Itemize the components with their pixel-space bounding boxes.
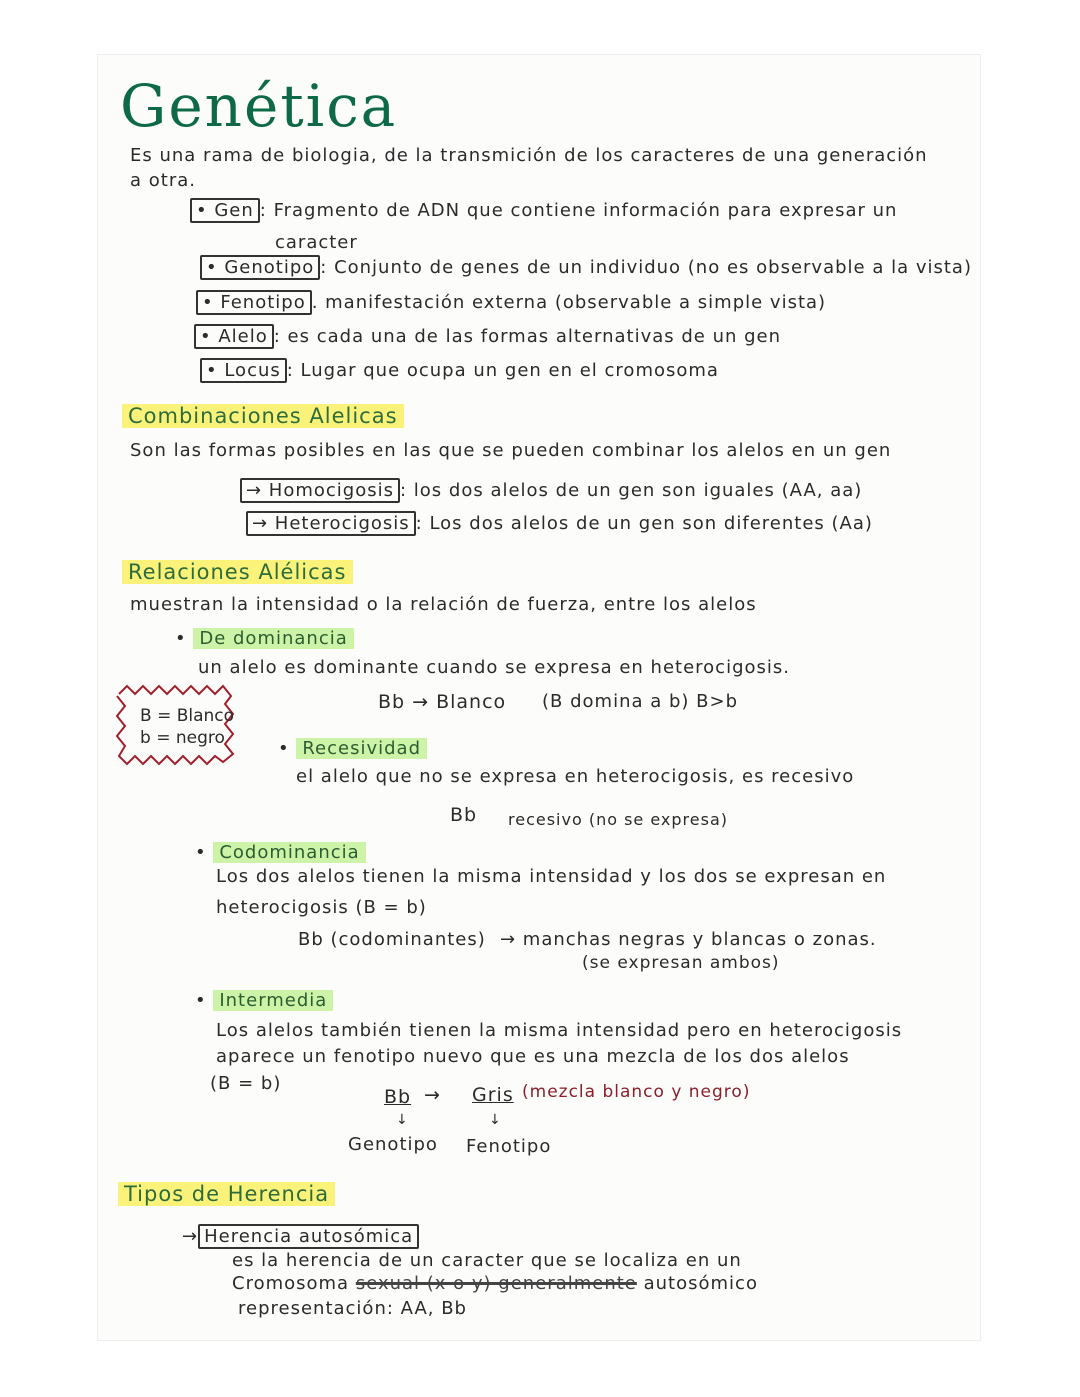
term-locus-label: • Locus — [200, 358, 287, 383]
intermedia-feno: Gris — [472, 1084, 514, 1106]
combinaciones-text: Son las formas posibles en las que se pueden combinar los alelos en un gen — [130, 440, 892, 461]
relaciones-text: muestran la intensidad o la relación de fuerza, entre los alelos — [130, 594, 757, 615]
recesividad-example-text: Bb — [450, 804, 478, 826]
term-alelo — [194, 326, 781, 347]
legend-negro: b = negro — [140, 728, 225, 748]
codominancia-text-1: Los dos alelos tienen la misma intensidad y los dos se expresan en — [216, 866, 887, 887]
term-alelo-def: : es cada una de las formas alternativas de un gen — [273, 326, 782, 347]
herencia-text-2-strike: sexual (x o y) generalmente — [355, 1273, 637, 1294]
term-genotipo-label: • Genotipo — [200, 255, 320, 280]
homocigosis — [240, 480, 862, 501]
intermedia-text-1: Los alelos también tienen la misma intensidad pero en heterocigosis — [216, 1020, 903, 1041]
intermedia-text-3: (B = b) — [210, 1073, 282, 1094]
down-arrow-icon: ↓ — [489, 1112, 502, 1128]
herencia-autosomica-label: Herencia autosómica — [198, 1224, 419, 1249]
codominancia-example: Bb (codominantes) — [298, 929, 486, 950]
heading-relaciones-text: Relaciones Alélicas — [122, 560, 353, 584]
codominancia-text-2: heterocigosis (B = b) — [216, 897, 427, 918]
herencia-autosomica — [182, 1226, 419, 1247]
down-arrow-icon: ↓ — [396, 1112, 409, 1128]
dominancia-example: Bb → Blanco — [378, 691, 507, 713]
herencia-text-3: representación: AA, Bb — [238, 1298, 467, 1319]
intermedia-label-text: Intermedia — [213, 990, 333, 1011]
term-alelo-label: • Alelo — [194, 324, 274, 349]
intermedia-text-2: aparece un fenotipo nuevo que es una mezcla de los dos alelos — [216, 1046, 850, 1067]
intermedia-feno-label: Fenotipo — [466, 1136, 552, 1157]
legend-blanco: B = Blanco — [140, 706, 235, 726]
term-locus — [200, 360, 719, 381]
recesividad-example — [450, 804, 477, 826]
intermedia-arrow-icon: → — [424, 1084, 441, 1106]
intermedia-geno: Bb — [384, 1086, 412, 1108]
homocigosis-def: : los dos alelos de un gen son iguales (AA, aa) — [400, 480, 863, 501]
recesividad-text: el alelo que no se expresa en heterocigosis, es recesivo — [296, 766, 855, 787]
heterocigosis-label: → Heterocigosis — [246, 511, 416, 536]
intro-line-1: Es una rama de biologia, de la transmición de los caracteres de una generación — [130, 145, 928, 166]
recesividad-label-text: Recesividad — [296, 738, 427, 759]
term-gen — [190, 200, 897, 221]
dominancia-label: • De dominancia — [175, 628, 354, 649]
term-fenotipo-label: • Fenotipo — [196, 290, 312, 315]
term-gen-def-cont: caracter — [275, 232, 358, 253]
intermedia-geno-label: Genotipo — [348, 1134, 438, 1155]
intermedia-feno-note: (mezcla blanco y negro) — [522, 1082, 751, 1102]
recesividad-label: • Recesividad — [278, 738, 427, 759]
codominancia-label-text: Codominancia — [213, 842, 365, 863]
herencia-text-1: es la herencia de un caracter que se localiza en un — [232, 1250, 742, 1271]
term-gen-label: • Gen — [190, 198, 260, 223]
heading-combinaciones-text: Combinaciones Alelicas — [122, 404, 404, 428]
intro-line-2: a otra. — [130, 170, 196, 191]
term-genotipo — [200, 257, 972, 278]
codominancia-label: • Codominancia — [195, 842, 366, 863]
herencia-text-2b: autosómico — [643, 1273, 758, 1294]
heading-combinaciones — [122, 404, 404, 428]
herencia-text-2 — [232, 1273, 758, 1294]
heading-herencia-text: Tipos de Herencia — [118, 1182, 335, 1206]
heterocigosis — [246, 513, 873, 534]
term-fenotipo — [196, 292, 826, 313]
term-genotipo-def: : Conjunto de genes de un individuo (no es observable a la vista) — [320, 257, 972, 278]
term-locus-def: : Lugar que ocupa un gen en el cromosoma — [286, 360, 719, 381]
codominancia-result: → manchas negras y blancas o zonas. — [500, 929, 877, 950]
term-fenotipo-def: . manifestación externa (observable a simple vista) — [311, 292, 827, 313]
intermedia-label: • Intermedia — [195, 990, 333, 1011]
heading-relaciones — [122, 560, 353, 584]
codominancia-result-note: (se expresan ambos) — [582, 953, 780, 973]
term-gen-def: : Fragmento de ADN que contiene información para expresar un — [259, 200, 898, 221]
recesividad-note: recesivo (no se expresa) — [508, 810, 728, 829]
dominancia-note: (B domina a b) B>b — [542, 691, 739, 712]
homocigosis-label: → Homocigosis — [240, 478, 400, 503]
page-title: Genética — [120, 72, 398, 140]
arrow-icon: → — [182, 1226, 199, 1247]
dominancia-label-text: De dominancia — [193, 628, 353, 649]
heading-herencia — [118, 1182, 335, 1206]
herencia-text-2a: Cromosoma — [232, 1273, 350, 1294]
dominancia-text: un alelo es dominante cuando se expresa en heterocigosis. — [198, 657, 790, 678]
heterocigosis-def: : Los dos alelos de un gen son diferentes (Aa) — [415, 513, 873, 534]
